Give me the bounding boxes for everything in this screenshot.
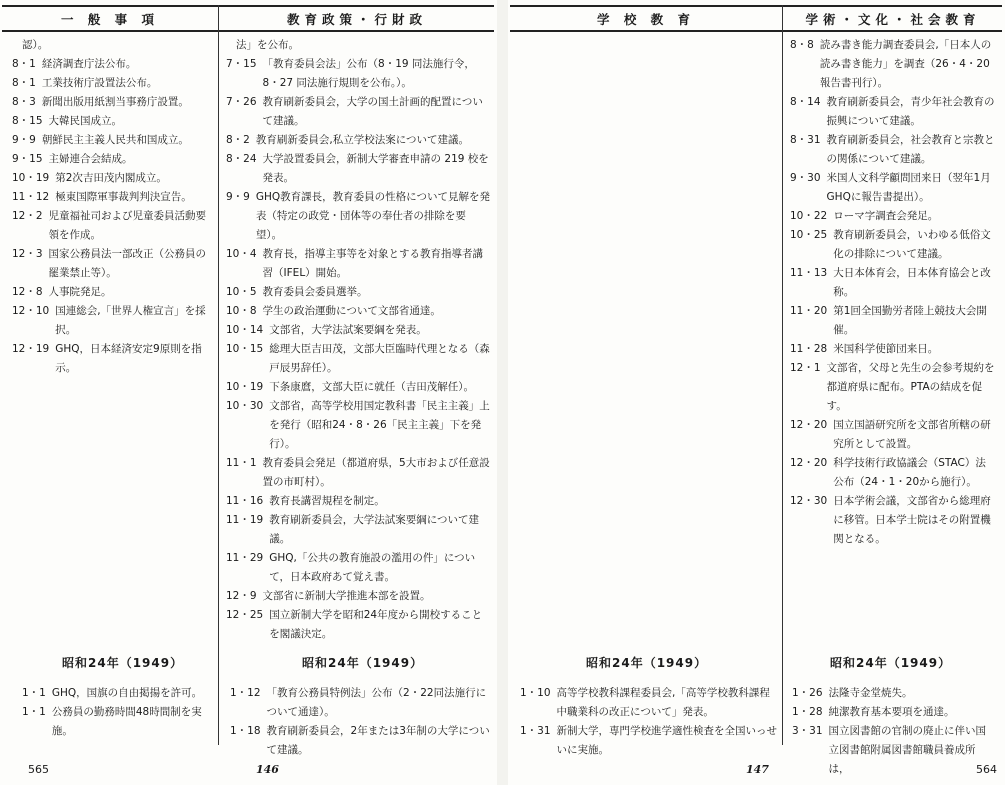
entry-date: 12・20 (790, 457, 828, 469)
policy-1948-list (226, 36, 492, 644)
entry-text: 工業技術庁設置法公布。 (41, 77, 158, 89)
timeline-entry (226, 549, 492, 587)
timeline-entry (22, 703, 212, 741)
entry-text: 法」を公布。 (236, 39, 299, 51)
entry-text: 文部省に新制大学推進本部を設置。 (262, 590, 431, 602)
entry-text: 第1回全国勤労者陸上競技大会開催。 (833, 305, 987, 336)
entry-text: 教育刷新委員会，いわゆる低俗文化の排除について建議。 (833, 229, 991, 260)
entry-date: 11・19 (226, 514, 264, 526)
entry-date: 12・1 (790, 362, 821, 374)
year-heading-culture: 昭和24年（1949） (830, 656, 952, 670)
entry-date: 7・26 (226, 96, 257, 108)
entry-date: 12・9 (226, 590, 257, 602)
entry-date: 10・22 (790, 210, 828, 222)
general-1949-list (22, 684, 212, 741)
year-heading-school: 昭和24年（1949） (586, 656, 708, 670)
entry-date: 8・1 (12, 58, 36, 70)
timeline-entry (226, 606, 492, 644)
entry-text: 総理大臣吉田茂，文部大臣臨時代理となる（森戸辰男辞任）。 (269, 343, 490, 374)
timeline-entry (12, 188, 212, 207)
entry-date: 11・1 (226, 457, 257, 469)
entry-date: 8・1 (12, 77, 36, 89)
top-rule (510, 5, 1002, 7)
timeline-entry (12, 245, 212, 283)
header-culture: 学術・文化・社会教育 (805, 12, 981, 27)
timeline-entry (12, 302, 212, 340)
entry-text: 教育刷新委員会，2年または3年制の大学について建議。 (266, 725, 490, 756)
entry-text: 朝鮮民主主義人民共和国成立。 (41, 134, 189, 146)
timeline-entry (226, 150, 492, 188)
entry-date: 11・29 (226, 552, 264, 564)
entry-date: 10・8 (226, 305, 257, 317)
left-page (0, 0, 497, 785)
entry-text: GHQ，国旗の自由掲揚を許可。 (51, 687, 203, 699)
timeline-entry (226, 36, 492, 55)
timeline-entry (226, 302, 492, 321)
entry-date: 8・3 (12, 96, 36, 108)
timeline-entry (790, 36, 996, 93)
entry-text: 教育刷新委員会，大学の国土計画的配置について建議。 (262, 96, 483, 127)
timeline-entry (790, 207, 996, 226)
entry-date: 10・19 (12, 172, 50, 184)
timeline-entry (792, 703, 996, 722)
timeline-entry (12, 169, 212, 188)
timeline-entry (12, 207, 212, 245)
entry-text: 教育刷新委員会,私立学校法案について建議。 (255, 134, 470, 146)
entry-date: 1・18 (230, 725, 261, 737)
entry-text: 教育刷新委員会，社会教育と宗教との関係について建議。 (826, 134, 995, 165)
header-policy: 教育政策・行財政 (286, 12, 427, 27)
timeline-entry (12, 74, 212, 93)
entry-text: 学生の政治運動について文部省通達。 (262, 305, 441, 317)
entry-date: 10・15 (226, 343, 264, 355)
entry-text: 極東国際軍事裁判判決宣告。 (55, 191, 192, 203)
entry-text: ローマ字調査会発足。 (833, 210, 939, 222)
timeline-entry (790, 302, 996, 340)
timeline-entry (520, 722, 778, 760)
entry-text: 読み書き能力調査委員会,「日本人の読み書き能力」を調査（26・4・20 報告書刊行）。 (819, 39, 992, 89)
timeline-entry (792, 684, 996, 703)
entry-date: 1・10 (520, 687, 551, 699)
entry-date: 10・14 (226, 324, 264, 336)
entry-date: 9・9 (226, 191, 250, 203)
entry-text: 「教育公務員特例法」公布（2・22同法施行について通達）。 (266, 687, 487, 718)
entry-date: 12・3 (12, 248, 43, 260)
entry-date: 8・24 (226, 153, 257, 165)
entry-text: 認）。 (22, 39, 49, 51)
entry-text: 科学技術行政協議会（STAC）法公布（24・1・20から施行）。 (833, 457, 986, 488)
header-rule (510, 30, 1002, 32)
timeline-entry (12, 93, 212, 112)
entry-date: 8・31 (790, 134, 821, 146)
entry-date: 8・8 (790, 39, 814, 51)
timeline-entry (520, 684, 778, 722)
entry-text: 純潔教育基本要項を通達。 (828, 706, 955, 718)
right-page (508, 0, 1005, 785)
entry-text: 教育委員会委員選挙。 (262, 286, 368, 298)
entry-text: GHQ,「公共の教育施設の濫用の件」について，日本政府あて覚え書。 (269, 552, 476, 583)
timeline-entry (226, 321, 492, 340)
entry-text: 大学設置委員会，新制大学審査申請の 219 校を発表。 (262, 153, 489, 184)
timeline-entry (226, 131, 492, 150)
timeline-entry (226, 55, 492, 93)
entry-date: 12・2 (12, 210, 43, 222)
entry-date: 11・13 (790, 267, 828, 279)
entry-date: 10・5 (226, 286, 257, 298)
timeline-entry (226, 492, 492, 511)
timeline-entry (226, 587, 492, 606)
timeline-entry (790, 169, 996, 207)
timeline-entry (226, 245, 492, 283)
entry-date: 11・28 (790, 343, 828, 355)
timeline-entry (226, 397, 492, 454)
entry-text: 教育刷新委員会，青少年社会教育の振興について建議。 (826, 96, 995, 127)
entry-date: 9・9 (12, 134, 36, 146)
entry-text: 経済調査庁法公布。 (41, 58, 137, 70)
timeline-entry (226, 378, 492, 397)
entry-date: 12・19 (12, 343, 50, 355)
entry-text: 第2次吉田茂内閣成立。 (55, 172, 167, 184)
entry-date: 1・31 (520, 725, 551, 737)
year-heading-general: 昭和24年（1949） (62, 656, 184, 670)
top-rule (2, 5, 494, 7)
entry-text: 法隆寺金堂焼失。 (828, 687, 913, 699)
policy-1949-list (230, 684, 492, 760)
timeline-entry (790, 492, 996, 549)
timeline-entry (226, 188, 492, 245)
entry-date: 12・8 (12, 286, 43, 298)
timeline-entry (790, 93, 996, 131)
year-heading-policy: 昭和24年（1949） (302, 656, 424, 670)
entry-date: 10・19 (226, 381, 264, 393)
timeline-entry (790, 340, 996, 359)
timeline-entry (12, 55, 212, 74)
entry-date: 12・30 (790, 495, 828, 507)
entry-date: 10・30 (226, 400, 264, 412)
timeline-entry (12, 36, 212, 55)
entry-text: 日本学術会議，文部省から総理府に移管。日本学士院はその附置機関となる。 (833, 495, 991, 545)
entry-date: 10・4 (226, 248, 257, 260)
entry-text: 公務員の勤務時間48時間制を実施。 (51, 706, 202, 737)
page-number: 564 (976, 763, 997, 776)
entry-text: 国立国語研究所を文部省所轄の研究所として設置。 (833, 419, 991, 450)
timeline-entry (226, 454, 492, 492)
column-divider (218, 5, 219, 745)
entry-text: 大日本体育会，日本体育協会と改称。 (833, 267, 991, 298)
timeline-entry (226, 283, 492, 302)
entry-text: GHQ，日本経済安定9原則を指示。 (55, 343, 202, 374)
entry-text: 下条康麿，文部大臣に就任（吉田茂解任）。 (269, 381, 474, 393)
timeline-entry (790, 416, 996, 454)
timeline-entry (226, 93, 492, 131)
timeline-entry (790, 226, 996, 264)
entry-text: 「教育委員会法」公布（8・19 同法施行令，8・27 同法施行規則を公布。）。 (262, 58, 475, 89)
entry-text: 文部省，父母と先生の会参考規約を都道府県に配布。PTAの結成を促す。 (826, 362, 995, 412)
culture-1949-list (792, 684, 996, 779)
entry-date: 1・26 (792, 687, 823, 699)
entry-date: 1・12 (230, 687, 261, 699)
entry-text: 教育委員会発足（都道府県，5大市および任意設置の市町村）。 (262, 457, 490, 488)
header-school: 学 校 教 育 (596, 12, 696, 27)
timeline-entry (790, 131, 996, 169)
page-number: 146 (256, 763, 279, 776)
entry-text: 児童福祉司および児童委員活動要領を作成。 (48, 210, 207, 241)
entry-text: 国家公務員法一部改正（公務員の罷業禁止等）。 (48, 248, 207, 279)
entry-date: 1・28 (792, 706, 823, 718)
entry-text: 高等学校教科課程委員会,「高等学校教科課程中職業科の改正について」発表。 (556, 687, 770, 718)
entry-text: 新制大学，専門学校進学適性検査を全国いっせいに実施。 (556, 725, 778, 756)
entry-text: 人事院発足。 (48, 286, 112, 298)
entry-text: 新聞出版用紙割当事務庁設置。 (41, 96, 189, 108)
timeline-entry (22, 684, 212, 703)
timeline-entry (12, 340, 212, 378)
entry-date: 7・15 (226, 58, 257, 70)
entry-text: 教育長，指導主事等を対象とする教育指導者講習（IFEL）開始。 (262, 248, 484, 279)
timeline-entry (12, 150, 212, 169)
entry-date: 8・14 (790, 96, 821, 108)
entry-date: 11・16 (226, 495, 264, 507)
entry-date: 9・15 (12, 153, 43, 165)
entry-date: 3・31 (792, 725, 823, 737)
timeline-entry (226, 511, 492, 549)
entry-text: GHQ教育課長，教育委員の性格について見解を発表（特定の政党・団体等の奉仕者の排除を要望）。 (255, 191, 490, 241)
entry-date: 8・15 (12, 115, 43, 127)
entry-text: 大韓民国成立。 (48, 115, 123, 127)
entry-date: 11・12 (12, 191, 50, 203)
culture-1948-list (790, 36, 996, 549)
timeline-entry (12, 131, 212, 150)
entry-date: 12・25 (226, 609, 264, 621)
entry-text: 文部省，高等学校用国定教科書「民主主義」上を発行（昭和24・8・26「民主主義」下を発行）。 (269, 400, 490, 450)
entry-date: 8・2 (226, 134, 250, 146)
timeline-entry (12, 112, 212, 131)
entry-text: 文部省，大学法試案要綱を発表。 (269, 324, 427, 336)
column-divider (782, 5, 783, 745)
school-1949-list (520, 684, 778, 760)
timeline-entry (790, 264, 996, 302)
entry-date: 11・20 (790, 305, 828, 317)
timeline-entry (230, 722, 492, 760)
entry-text: 国連総会,「世界人権宣言」を採択。 (55, 305, 206, 336)
general-1948-list (12, 36, 212, 378)
header-rule (2, 30, 494, 32)
timeline-entry (792, 722, 996, 779)
entry-text: 主婦連合会結成。 (48, 153, 133, 165)
entry-text: 教育長講習規程を制定。 (269, 495, 385, 507)
entry-date: 12・20 (790, 419, 828, 431)
entry-text: 教育刷新委員会，大学法試案要綱について建議。 (269, 514, 480, 545)
entry-date: 10・25 (790, 229, 828, 241)
timeline-entry (790, 359, 996, 416)
timeline-entry (790, 454, 996, 492)
book-gutter (497, 0, 508, 785)
entry-text: 国立図書館の官制の廃止に伴い国立図書館附属図書館職員養成所は， (828, 725, 987, 775)
page-number: 565 (28, 763, 49, 776)
entry-date: 1・1 (22, 687, 46, 699)
timeline-entry (226, 340, 492, 378)
entry-text: 米国人文科学顧問団来日（翌年1月GHQに報告書提出）。 (826, 172, 991, 203)
timeline-entry (12, 283, 212, 302)
entry-date: 9・30 (790, 172, 821, 184)
entry-date: 12・10 (12, 305, 50, 317)
entry-text: 国立新制大学を昭和24年度から開校することを閣議決定。 (269, 609, 483, 640)
header-general: 一 般 事 項 (60, 12, 160, 27)
timeline-entry (230, 684, 492, 722)
entry-date: 1・1 (22, 706, 46, 718)
entry-text: 米国科学使節団来日。 (833, 343, 939, 355)
page-number: 147 (746, 763, 769, 776)
